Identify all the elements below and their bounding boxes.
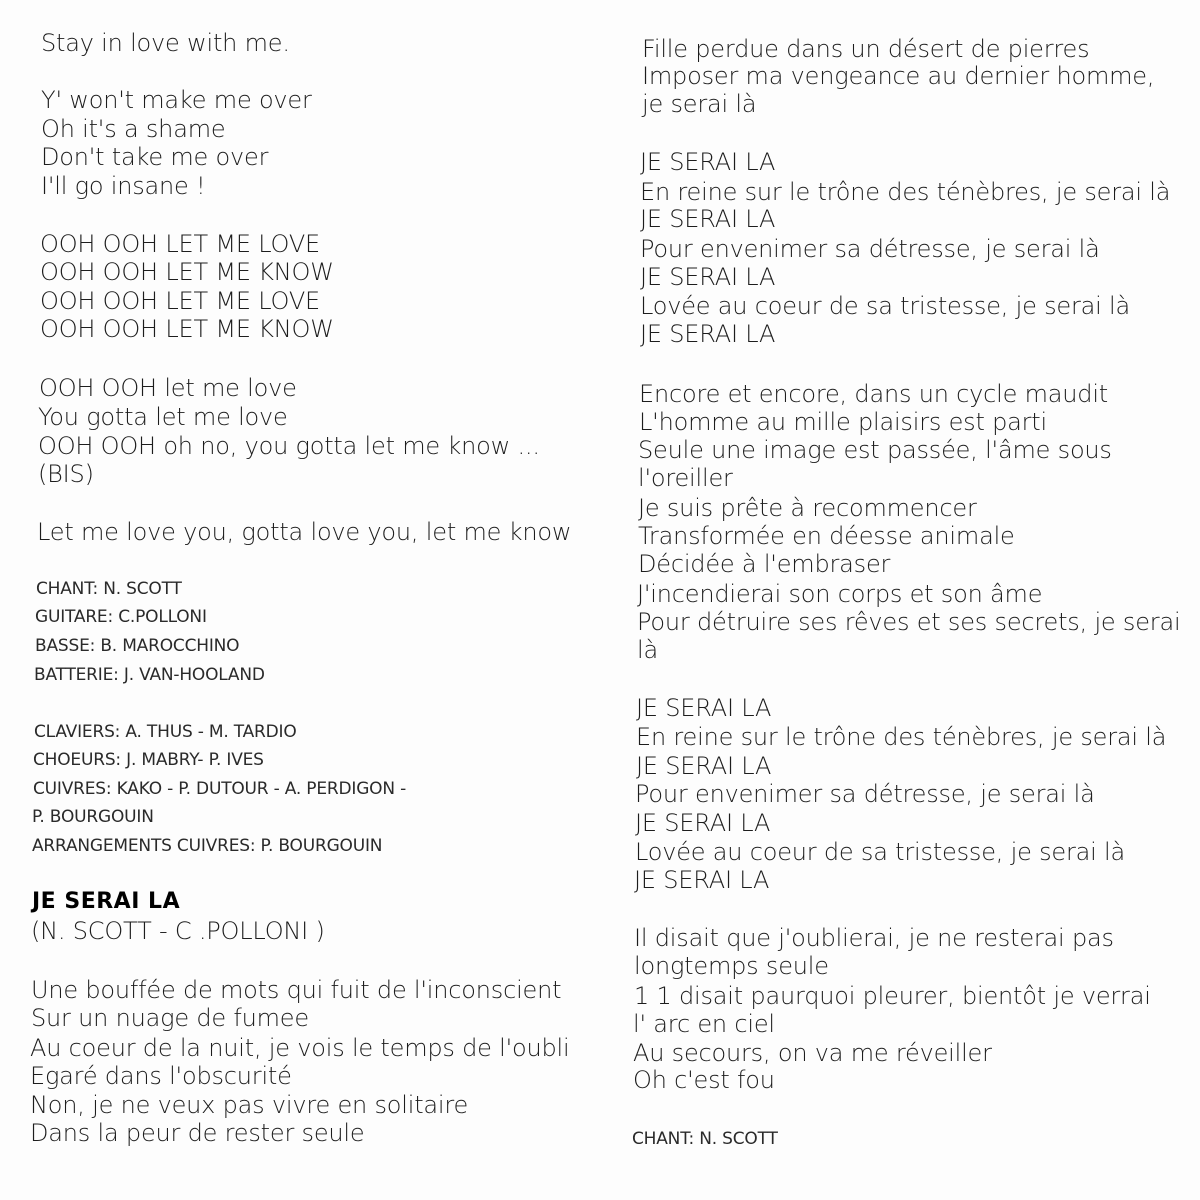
- lyric-line: OOH OOH LET ME KNOW: [40, 258, 334, 286]
- lyric-line: OOH OOH oh no, you gotta let me know ...: [38, 432, 540, 460]
- lyric-line: JE SERAI LA: [640, 205, 776, 233]
- lyric-line: JE SERAI LA: [634, 866, 770, 894]
- lyric-line: Au coeur de la nuit, je vois le temps de l'oubli: [30, 1034, 570, 1062]
- lyric-line: Seule une image est passée, l'âme sous: [638, 436, 1112, 464]
- lyric-line: Lovée au coeur de sa tristesse, je serai là: [640, 292, 1130, 320]
- lyric-line: Non, je ne veux pas vivre en solitaire: [30, 1091, 469, 1119]
- lyric-line: JE SERAI LA: [636, 694, 772, 722]
- lyric-line: OOH OOH LET ME LOVE: [40, 287, 321, 315]
- lyric-line: Oh it's a shame: [41, 115, 226, 143]
- lyric-line: Une bouffée de mots qui fuit de l'inconscient: [31, 976, 562, 1004]
- lyric-line: Au secours, on va me réveiller: [633, 1039, 992, 1067]
- lyric-line: JE SERAI LA: [635, 809, 771, 837]
- lyric-line: Egaré dans l'obscurité: [30, 1062, 292, 1090]
- lyric-line: JE SERAI LA: [640, 148, 776, 176]
- lyric-line: OOH OOH LET ME KNOW: [40, 315, 334, 343]
- lyric-line: Imposer ma vengeance au dernier homme,: [642, 62, 1155, 90]
- lyric-line: l' arc en ciel: [633, 1010, 775, 1038]
- lyric-line: Transformée en déesse animale: [638, 522, 1015, 550]
- song-authors: (N. SCOTT - C .POLLONI ): [31, 917, 325, 945]
- credit-line: P. BOURGOUIN: [32, 807, 154, 827]
- lyric-line: JE SERAI LA: [640, 320, 776, 348]
- lyric-line: Décidée à l'embraser: [638, 550, 891, 578]
- credit-line: GUITARE: C.POLLONI: [35, 607, 207, 627]
- lyric-line: l'oreiller: [638, 464, 733, 492]
- lyric-line: You gotta let me love: [38, 403, 288, 431]
- lyric-line: Dans la peur de rester seule: [30, 1119, 365, 1147]
- lyric-line: Sur un nuage de fumee: [31, 1004, 309, 1032]
- lyric-line: Lovée au coeur de sa tristesse, je serai là: [635, 838, 1125, 866]
- lyric-line: je serai là: [642, 90, 757, 118]
- lyric-line: Fille perdue dans un désert de pierres: [642, 35, 1090, 63]
- lyric-line: Oh c'est fou: [633, 1066, 775, 1094]
- lyric-line: En reine sur le trône des ténèbres, je serai là: [640, 178, 1171, 206]
- lyric-line: (BIS): [38, 460, 94, 488]
- lyric-line: JE SERAI LA: [636, 752, 772, 780]
- lyric-line: En reine sur le trône des ténèbres, je serai là: [636, 723, 1167, 751]
- song-title: JE SERAI LA: [32, 889, 181, 914]
- lyric-line: Il disait que j'oublierai, je ne resterai pas: [634, 924, 1114, 952]
- lyric-line: Y' won't make me over: [41, 86, 312, 114]
- credit-line: CHOEURS: J. MABRY- P. IVES: [33, 750, 264, 770]
- lyric-line: JE SERAI LA: [640, 263, 776, 291]
- credit-line: CHANT: N. SCOTT: [632, 1129, 778, 1149]
- credit-line: CLAVIERS: A. THUS - M. TARDIO: [34, 722, 297, 742]
- lyric-line: Pour détruire ses rêves et ses secrets, je serai: [637, 608, 1181, 636]
- credit-line: ARRANGEMENTS CUIVRES: P. BOURGOUIN: [32, 836, 383, 856]
- credit-line: CUIVRES: KAKO - P. DUTOUR - A. PERDIGON -: [33, 779, 407, 799]
- lyric-line: Don't take me over: [41, 143, 269, 171]
- lyric-line: J'incendierai son corps et son âme: [637, 580, 1043, 608]
- lyric-line: OOH OOH LET ME LOVE: [40, 230, 321, 258]
- lyric-line: OOH OOH let me love: [39, 374, 297, 402]
- lyric-line: longtemps seule: [634, 952, 829, 980]
- credit-line: BATTERIE: J. VAN-HOOLAND: [34, 665, 265, 685]
- lyric-line: I'll go insane !: [41, 172, 206, 200]
- lyric-line: 1 1 disait paurquoi pleurer, bientôt je verrai: [634, 982, 1151, 1010]
- lyric-line: Je suis prête à recommencer: [638, 494, 977, 522]
- lyric-line: Encore et encore, dans un cycle maudit: [639, 380, 1109, 408]
- lyric-line: Pour envenimer sa détresse, je serai là: [640, 235, 1100, 263]
- credit-line: BASSE: B. MAROCCHINO: [35, 636, 240, 656]
- lyric-line: Let me love you, gotta love you, let me know: [37, 518, 572, 546]
- lyric-line: L'homme au mille plaisirs est parti: [639, 408, 1047, 436]
- lyric-line: Pour envenimer sa détresse, je serai là: [635, 780, 1095, 808]
- lyric-line: là: [637, 636, 658, 664]
- credit-line: CHANT: N. SCOTT: [36, 579, 182, 599]
- lyric-line: Stay in love with me.: [41, 29, 290, 57]
